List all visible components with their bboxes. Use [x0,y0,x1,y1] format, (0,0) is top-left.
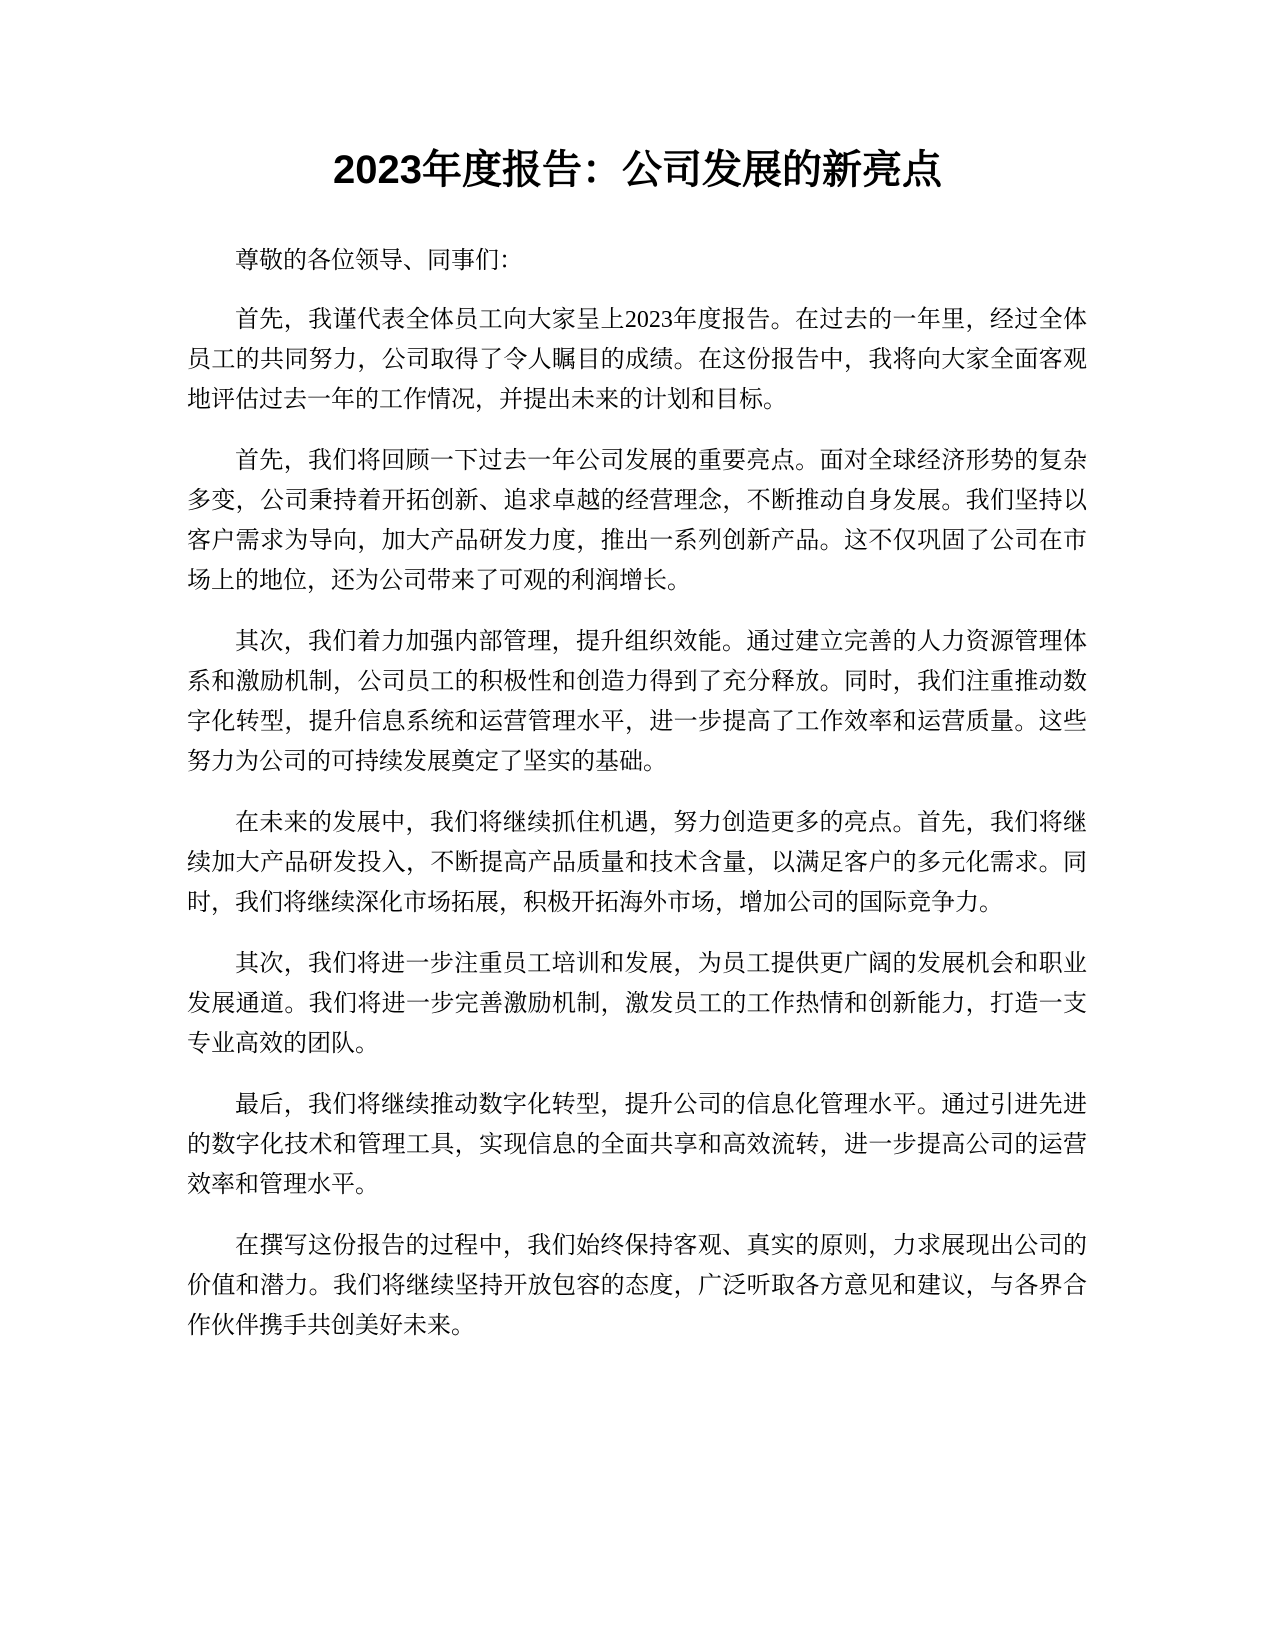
salutation: 尊敬的各位领导、同事们： [235,248,523,274]
document-title: 2023年度报告：公司发展的新亮点 [333,148,942,192]
paragraph-6: 最后，我们将继续推动数字化转型，提升公司的信息化管理水平。通过引进先进的数字化技术和管理工具，实现信息的全面共享和高效流转，进一步提高公司的运营效率和管理水平。 [187,1092,1087,1198]
paragraph-3: 其次，我们着力加强内部管理，提升组织效能。通过建立完善的人力资源管理体系和激励机制，公司员工的积极性和创造力得到了充分释放。同时，我们注重推动数字化转型，提升信息系统和运营管理水平，进一步提高了工作效率和运营质量。这些努力为公司的可持续发展奠定了坚实的基础。 [187,629,1087,775]
paragraph-2: 首先，我们将回顾一下过去一年公司发展的重要亮点。面对全球经济形势的复杂多变，公司秉持着开拓创新、追求卓越的经营理念，不断推动自身发展。我们坚持以客户需求为导向，加大产品研发力度，推出一系列创新产品。这不仅巩固了公司在市场上的地位，还为公司带来了可观的利润增长。 [187,448,1087,594]
paragraph-4: 在未来的发展中，我们将继续抓住机遇，努力创造更多的亮点。首先，我们将继续加大产品研发投入，不断提高产品质量和技术含量，以满足客户的多元化需求。同时，我们将继续深化市场拓展，积极开拓海外市场，增加公司的国际竞争力。 [187,810,1087,916]
paragraph-5: 其次，我们将进一步注重员工培训和发展，为员工提供更广阔的发展机会和职业发展通道。我们将进一步完善激励机制，激发员工的工作热情和创新能力，打造一支专业高效的团队。 [187,951,1087,1057]
paragraph-1: 首先，我谨代表全体员工向大家呈上2023年度报告。在过去的一年里，经过全体员工的共同努力，公司取得了令人瞩目的成绩。在这份报告中，我将向大家全面客观地评估过去一年的工作情况，并提出未来的计划和目标。 [187,307,1087,413]
paragraph-7: 在撰写这份报告的过程中，我们始终保持客观、真实的原则，力求展现出公司的价值和潜力。我们将继续坚持开放包容的态度，广泛听取各方意见和建议，与各界合作伙伴携手共创美好未来。 [187,1233,1087,1339]
document-body [187,241,1087,1367]
